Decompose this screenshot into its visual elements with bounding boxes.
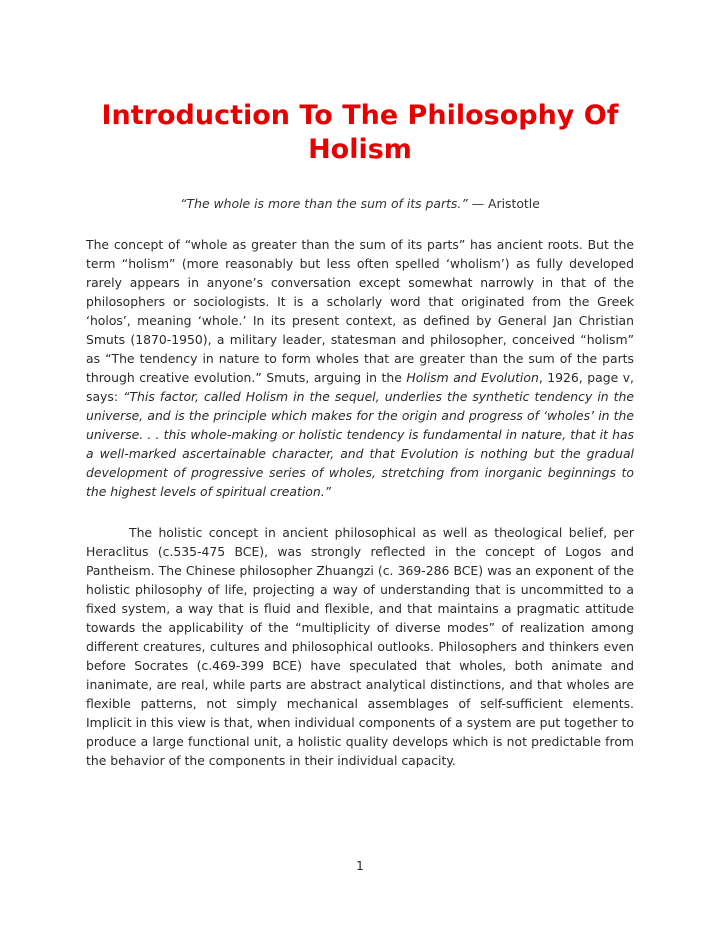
book-title: Holism and Evolution <box>406 370 539 385</box>
body-paragraph-2: The holistic concept in ancient philosophical as well as theological belief, per Heraclitus (c.535-475 BCE), was strongly reflected in the concept of Logos and Pantheism. The Chinese philosopher Zhuangzi (c. 369-286 BCE) was an exponent of the holistic philosophy of life, projecting a way of understanding that is uncommitted to a fixed system, a way that is fluid and flexible, and that maintains a pragmatic attitude towards the applicability of the “multiplicity of diverse modes” of realization among different creatures, cultures and philosophical outlooks. Philosophers and thinkers even before Socrates (c.469-399 BCE) have speculated that wholes, both animate and inanimate, are real, while parts are abstract analytical distinctions, and that wholes are flexible patterns, not simply mechanical assemblages of self-sufficient elements. Implicit in this view is that, when individual components of a system are put together to produce a large functional unit, a holistic quality develops which is not predictable from the behavior of the components in their individual capacity. <box>86 525 634 768</box>
paragraph-1-text-part-2: , 1926, page v, says: <box>86 370 634 404</box>
document-title: Introduction To The Philosophy Of Holism <box>101 100 619 165</box>
body-paragraph-1 <box>86 235 634 501</box>
page-number: 1 <box>356 859 364 873</box>
smuts-quote: “This factor, called Holism in the sequel, underlies the synthetic tendency in the universe, and is the principle which makes for the origin and progress of ‘wholes’ in the universe. . . this whole-making or holistic tendency is fundamental in nature, that it has a well-marked ascertainable character, and that Evolution is nothing but the gradual development of progressive series of wholes, stretching from inorganic beginnings to the highest levels of spiritual creation.” <box>86 389 635 499</box>
epigraph-attribution: — Aristotle <box>467 196 540 211</box>
paragraph-1-text-part-1: The concept of “whole as greater than the sum of its parts” has ancient roots. But the term “holism” (more reasonably but less often spelled ‘wholism’) as fully developed rarely appears in anyone’s conversation except somewhat narrowly in that of the philosophers or sociologists. It is a scholarly word that originated from the Greek ‘holos’, meaning ‘whole.’ In its present context, as defined by General Jan Christian Smuts (1870-1950), a military leader, statesman and philosopher, conceived “holism” as “The tendency in nature to form wholes that are greater than the sum of the parts through creative evolution.” Smuts, arguing in the <box>86 237 634 385</box>
epigraph-quote: “The whole is more than the sum of its parts.” <box>180 196 468 211</box>
epigraph <box>86 195 634 213</box>
